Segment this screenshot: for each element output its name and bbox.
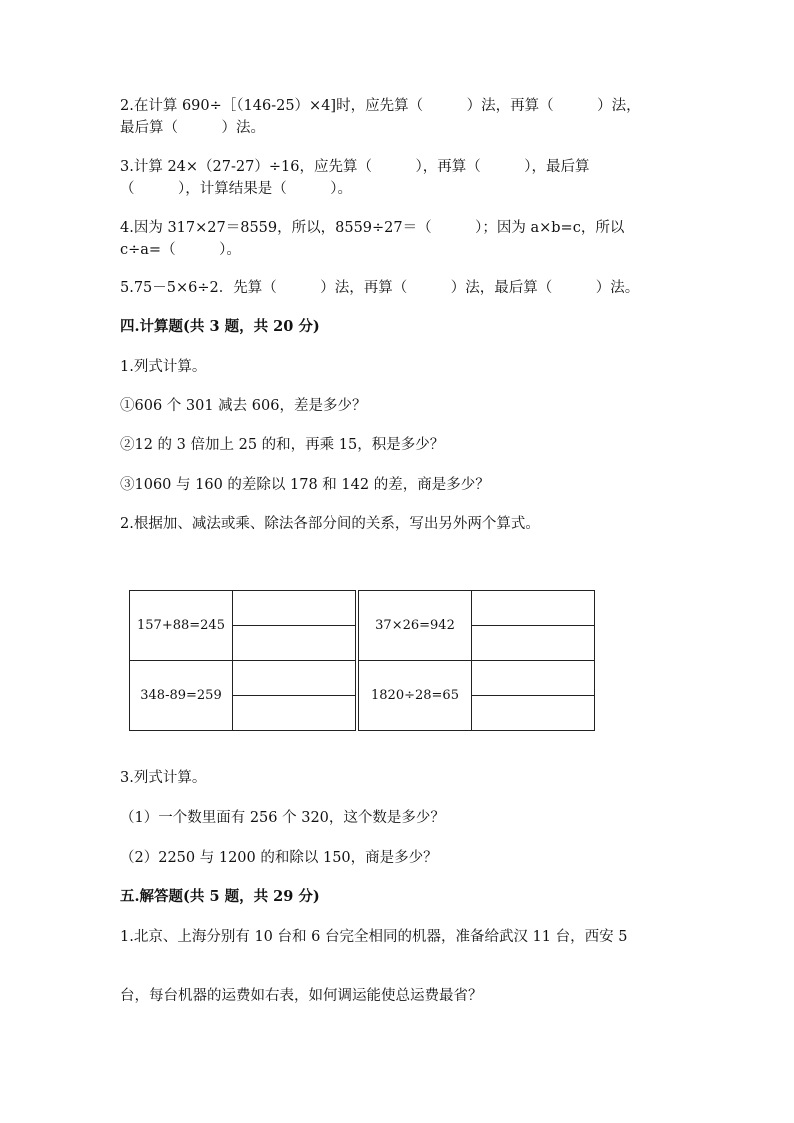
answer-blank[interactable] bbox=[233, 696, 356, 731]
solve-1-line-1: 1.北京、上海分别有 10 台和 6 台完全相同的机器，准备给武汉 11 台，西安 5 bbox=[120, 929, 628, 945]
calc-3-title: 3.列式计算。 bbox=[120, 770, 207, 786]
calc-2-title: 2.根据加、减法或乘、除法各部分间的关系，写出另外两个算式。 bbox=[120, 516, 540, 532]
equation-cell: 348-89=259 bbox=[130, 661, 233, 731]
question-5: 5.75－5×6÷2．先算（ ）法，再算（ ）法，最后算（ ）法。 bbox=[120, 280, 640, 296]
answer-blank[interactable] bbox=[472, 626, 595, 661]
calc-1-item-3: ③1060 与 160 的差除以 178 和 142 的差，商是多少？ bbox=[120, 477, 490, 493]
question-3-line-2: （ ），计算结果是（ ）。 bbox=[120, 181, 352, 197]
answer-blank[interactable] bbox=[472, 591, 595, 626]
question-2-line-1: 2.在计算 690÷［（146-25）×4]时，应先算（ ）法，再算（ ）法， bbox=[120, 98, 641, 114]
calc-1-title: 1.列式计算。 bbox=[120, 359, 207, 375]
calc-3-item-1: （1）一个数里面有 256 个 320，这个数是多少？ bbox=[120, 810, 445, 826]
answer-blank[interactable] bbox=[472, 696, 595, 731]
equations-table-left bbox=[129, 590, 356, 731]
equations-table-right bbox=[358, 590, 595, 731]
calc-3-item-2: （2）2250 与 1200 的和除以 150，商是多少？ bbox=[120, 850, 438, 866]
section-4-heading: 四.计算题(共 3 题，共 20 分) bbox=[120, 318, 320, 335]
equation-cell: 157+88=245 bbox=[130, 591, 233, 661]
solve-1-line-2: 台，每台机器的运费如右表，如何调运能使总运费最省？ bbox=[120, 988, 483, 1004]
answer-blank[interactable] bbox=[472, 661, 595, 696]
answer-blank[interactable] bbox=[233, 591, 356, 626]
section-5-heading: 五.解答题(共 5 题，共 29 分) bbox=[120, 888, 320, 905]
question-3-line-1: 3.计算 24×（27-27）÷16，应先算（ ），再算（ ），最后算 bbox=[120, 159, 590, 175]
equation-cell: 37×26=942 bbox=[359, 591, 472, 661]
question-4-line-1: 4.因为 317×27＝8559，所以，8559÷27＝（ ）；因为 a×b=c，所以 bbox=[120, 220, 625, 236]
calc-1-item-2: ②12 的 3 倍加上 25 的和，再乘 15，积是多少？ bbox=[120, 437, 445, 453]
calc-1-item-1: ①606 个 301 减去 606，差是多少？ bbox=[120, 398, 367, 414]
answer-blank[interactable] bbox=[233, 626, 356, 661]
answer-blank[interactable] bbox=[233, 661, 356, 696]
question-4-line-2: c÷a=（ ）。 bbox=[120, 242, 241, 258]
question-2-line-2: 最后算（ ）法。 bbox=[120, 120, 265, 136]
equation-cell: 1820÷28=65 bbox=[359, 661, 472, 731]
